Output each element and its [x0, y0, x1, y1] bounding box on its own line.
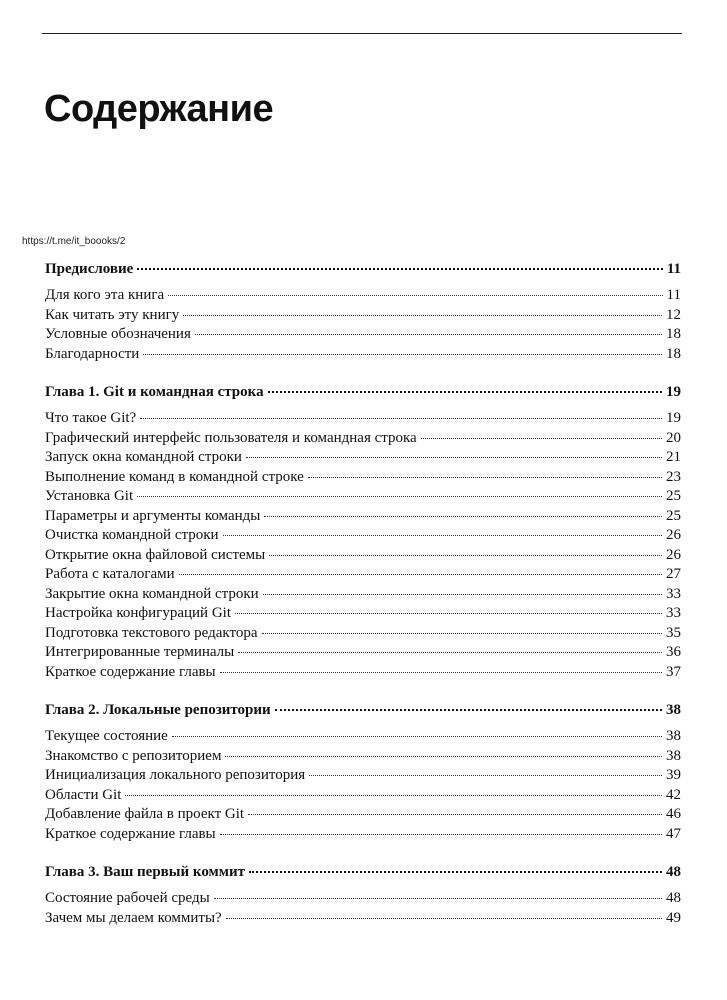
toc-entry[interactable]: [45, 409, 681, 429]
table-of-contents: [45, 258, 681, 928]
toc-entry-label: Параметры и аргументы команды: [45, 507, 261, 524]
dot-leader: [263, 592, 662, 595]
toc-entry[interactable]: [45, 448, 681, 468]
toc-entry-page-number: 21: [666, 449, 681, 465]
toc-entry-page-number: 27: [666, 566, 681, 582]
toc-entry-page-number: 36: [666, 644, 681, 660]
toc-entry-label: Открытие окна файловой системы: [45, 546, 266, 563]
toc-entry-label: Глава 2. Локальные репозитории: [45, 702, 271, 718]
toc-entry[interactable]: [45, 585, 681, 605]
toc-entry-label: Настройка конфигураций Git: [45, 605, 231, 621]
toc-entry[interactable]: [45, 825, 681, 845]
toc-entry[interactable]: [45, 909, 681, 929]
page-title: Содержание: [44, 88, 274, 130]
dot-leader: [172, 734, 662, 737]
toc-entry-label: Закрытие окна командной строки: [45, 585, 259, 602]
toc-entry-page-number: 35: [666, 624, 681, 641]
dot-leader: [275, 707, 662, 711]
toc-entry[interactable]: [45, 345, 681, 365]
dot-leader: [220, 832, 662, 835]
top-rule: [42, 33, 682, 34]
dot-leader: [195, 332, 662, 335]
toc-entry[interactable]: [45, 786, 681, 806]
toc-entry-label: Установка Git: [45, 488, 134, 504]
toc-entry-label: Что такое Git?: [45, 410, 137, 426]
dot-leader: [421, 436, 662, 439]
toc-entry-label: Выполнение команд в командной строке: [45, 468, 304, 485]
toc-entry-page-number: 48: [666, 890, 681, 906]
toc-entry-page-number: 46: [666, 806, 681, 822]
dot-leader: [125, 793, 662, 796]
toc-entry[interactable]: [45, 325, 681, 345]
toc-entry[interactable]: [45, 306, 681, 326]
section-gap: [45, 364, 681, 381]
toc-entry[interactable]: [45, 487, 681, 507]
toc-entry[interactable]: [45, 805, 681, 825]
toc-entry-page-number: 18: [666, 345, 681, 362]
dot-leader: [269, 553, 662, 556]
dot-leader: [248, 812, 662, 815]
dot-leader: [214, 896, 662, 899]
toc-entry-label: Добавление файла в проект Git: [45, 806, 245, 822]
toc-entry-label: Области Git: [45, 786, 122, 803]
dot-leader: [223, 533, 662, 536]
toc-entry-page-number: 37: [666, 663, 681, 680]
toc-entry-label: Глава 3. Ваш первый коммит: [45, 864, 245, 880]
toc-entry[interactable]: [45, 766, 681, 786]
toc-entry-page-number: 33: [666, 585, 681, 602]
dot-leader: [225, 754, 662, 757]
toc-entry-page-number: 25: [666, 507, 681, 524]
dot-leader: [308, 475, 662, 478]
toc-entry[interactable]: [45, 663, 681, 683]
dot-leader: [226, 916, 662, 919]
dot-leader: [137, 494, 662, 497]
toc-entry-page-number: 23: [666, 468, 681, 485]
toc-entry-label: Графический интерфейс пользователя и командная строка: [45, 429, 417, 446]
dot-leader: [238, 650, 662, 653]
toc-entry[interactable]: [45, 643, 681, 663]
dot-leader: [309, 773, 662, 776]
toc-entry[interactable]: [45, 747, 681, 767]
toc-entry-page-number: 38: [666, 728, 681, 744]
dot-leader: [262, 631, 662, 634]
dot-leader: [264, 514, 662, 517]
toc-entry[interactable]: [45, 507, 681, 527]
toc-entry-page-number: 11: [666, 261, 681, 277]
toc-entry-label: Инициализация локального репозитория: [45, 767, 306, 783]
toc-entry-page-number: 26: [666, 527, 681, 543]
dot-leader: [168, 293, 662, 296]
dot-leader: [140, 416, 662, 419]
toc-entry-page-number: 49: [666, 909, 681, 926]
source-url: https://t.me/it_boooks/2: [22, 236, 126, 247]
dot-leader: [143, 352, 662, 355]
toc-entry-page-number: 39: [666, 767, 681, 783]
toc-entry-label: Глава 1. Git и командная строка: [45, 384, 264, 400]
toc-entry[interactable]: [45, 286, 681, 306]
toc-chapter-heading[interactable]: [45, 258, 681, 280]
toc-entry[interactable]: [45, 604, 681, 624]
toc-entry-label: Предисловие: [45, 261, 134, 277]
toc-entry-page-number: 42: [666, 786, 681, 803]
toc-entry-label: Краткое содержание главы: [45, 663, 216, 680]
toc-entry[interactable]: [45, 429, 681, 449]
dot-leader: [246, 455, 662, 458]
toc-entry-label: Условные обозначения: [45, 326, 191, 342]
toc-entry-label: Работа с каталогами: [45, 566, 175, 582]
toc-chapter-heading[interactable]: [45, 381, 681, 403]
toc-entry-page-number: 11: [666, 287, 681, 303]
toc-entry-page-number: 33: [666, 605, 681, 621]
toc-entry[interactable]: [45, 727, 681, 747]
toc-entry[interactable]: [45, 624, 681, 644]
dot-leader: [235, 611, 662, 614]
toc-entry-label: Состояние рабочей среды: [45, 890, 210, 906]
toc-entry-page-number: 12: [666, 306, 681, 323]
toc-entry-label: Подготовка текстового редактора: [45, 624, 258, 641]
toc-entry-label: Зачем мы делаем коммиты?: [45, 909, 222, 926]
dot-leader: [220, 670, 662, 673]
toc-entry[interactable]: [45, 546, 681, 566]
dot-leader: [268, 389, 662, 393]
toc-entry-page-number: 47: [666, 825, 681, 842]
toc-entry[interactable]: [45, 565, 681, 585]
toc-entry-page-number: 25: [666, 488, 681, 504]
toc-entry-label: Очистка командной строки: [45, 527, 219, 543]
toc-entry-page-number: 20: [666, 429, 681, 446]
toc-entry-label: Благодарности: [45, 345, 140, 362]
toc-entry-page-number: 19: [666, 384, 681, 400]
toc-entry-page-number: 38: [666, 747, 681, 764]
toc-entry-label: Запуск окна командной строки: [45, 449, 242, 465]
toc-entry-label: Текущее состояние: [45, 728, 168, 744]
toc-entry-page-number: 26: [666, 546, 681, 563]
toc-chapter-heading[interactable]: [45, 699, 681, 721]
dot-leader: [183, 313, 662, 316]
toc-entry[interactable]: [45, 468, 681, 488]
toc-entry-page-number: 18: [666, 326, 681, 342]
toc-entry[interactable]: [45, 889, 681, 909]
dot-leader: [179, 572, 662, 575]
toc-entry[interactable]: [45, 526, 681, 546]
toc-entry-page-number: 19: [666, 410, 681, 426]
dot-leader: [137, 266, 663, 270]
section-gap: [45, 682, 681, 699]
toc-entry-page-number: 38: [666, 702, 681, 718]
toc-entry-label: Для кого эта книга: [45, 287, 165, 303]
section-gap: [45, 844, 681, 861]
toc-entry-label: Знакомство с репозиторием: [45, 747, 222, 764]
toc-chapter-heading[interactable]: [45, 861, 681, 883]
dot-leader: [249, 869, 662, 873]
toc-entry-label: Краткое содержание главы: [45, 825, 216, 842]
toc-entry-label: Как читать эту книгу: [45, 306, 180, 323]
toc-entry-page-number: 48: [666, 864, 681, 880]
toc-entry-label: Интегрированные терминалы: [45, 644, 235, 660]
